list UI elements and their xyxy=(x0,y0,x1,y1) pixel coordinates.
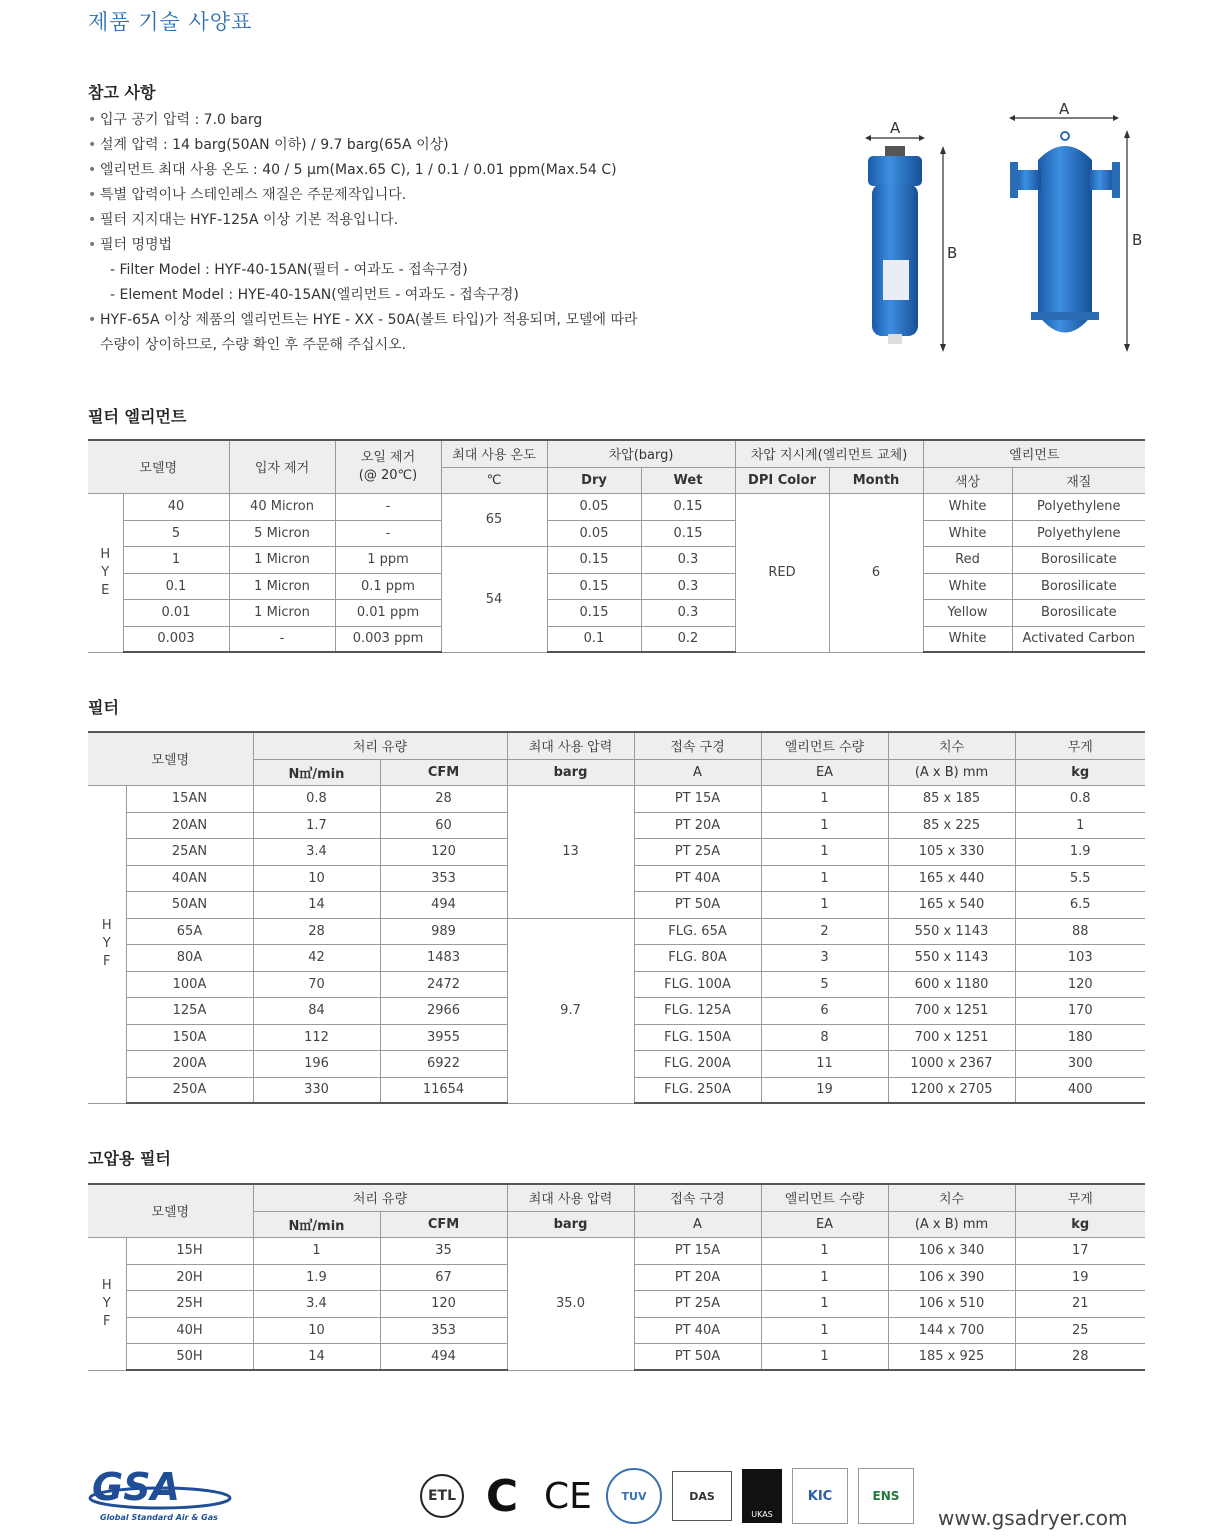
header-color: 색상 xyxy=(923,467,1012,493)
note-sub-item: - Filter Model : HYF-40-15AN(필터 - 여과도 - 접속구경) xyxy=(110,262,468,278)
header-cfm: CFM xyxy=(380,1211,507,1237)
etl-cert-icon: ETL xyxy=(420,1474,464,1518)
table-row xyxy=(88,626,1145,652)
cell: White xyxy=(923,573,1012,599)
cell: PT 40A xyxy=(634,865,761,891)
logo-text: GSA xyxy=(92,1465,180,1509)
cell: 1000 x 2367 xyxy=(888,1050,1015,1077)
note-item: • 필터 명명법 xyxy=(88,237,173,253)
cell: 550 x 1143 xyxy=(888,944,1015,971)
cell: 5 Micron xyxy=(229,520,335,546)
cell: 5.5 xyxy=(1015,865,1145,891)
cell: FLG. 80A xyxy=(634,944,761,971)
group-label: H Y F xyxy=(88,1237,126,1370)
note-sub-item: - Element Model : HYE-40-15AN(엘리먼트 - 여과도 - 접속구경) xyxy=(110,287,519,303)
das-cert-icon: DAS xyxy=(672,1471,732,1521)
header-weight-unit: kg xyxy=(1015,759,1145,785)
cell: 1 Micron xyxy=(229,546,335,573)
cell: 120 xyxy=(380,1290,507,1317)
header-dim-unit: (A x B) mm xyxy=(888,759,1015,785)
cell: 50H xyxy=(126,1343,253,1370)
cell: 1 xyxy=(761,838,888,865)
cell: 85 x 225 xyxy=(888,812,1015,838)
cell: 700 x 1251 xyxy=(888,997,1015,1024)
cell: Polyethylene xyxy=(1012,520,1145,546)
cell: Yellow xyxy=(923,599,1012,626)
cell: 0.15 xyxy=(547,573,641,599)
hp-table-title: 고압용 필터 xyxy=(88,1149,171,1168)
table-row xyxy=(88,1237,1145,1264)
ens-cert-icon: ENS xyxy=(858,1468,914,1524)
header-oil: 오일 제거 (@ 20℃) xyxy=(335,440,441,493)
cell: 10 xyxy=(253,865,380,891)
cell: 3.4 xyxy=(253,838,380,865)
cell: FLG. 200A xyxy=(634,1050,761,1077)
cell: Borosilicate xyxy=(1012,546,1145,573)
note-item: • 필터 지지대는 HYF-125A 이상 기본 적용입니다. xyxy=(88,212,399,228)
header-element: 엘리먼트 xyxy=(923,440,1145,467)
cell: 2 xyxy=(761,918,888,944)
cell: PT 25A xyxy=(634,838,761,865)
cell: 20AN xyxy=(126,812,253,838)
cell: 67 xyxy=(380,1264,507,1290)
cell: 330 xyxy=(253,1077,380,1103)
note-item: • 엘리먼트 최대 사용 온도 : 40 / 5 µm(Max.65 C), 1 / 0.1 / 0.01 ppm(Max.54 C) xyxy=(88,162,617,178)
cell: 60 xyxy=(380,812,507,838)
cell: FLG. 125A xyxy=(634,997,761,1024)
cell: 0.15 xyxy=(641,493,735,520)
cell: 40 Micron xyxy=(229,493,335,520)
cell: 150A xyxy=(126,1024,253,1050)
cell: PT 20A xyxy=(634,812,761,838)
header-barg: barg xyxy=(507,759,634,785)
cell: 28 xyxy=(1015,1343,1145,1370)
cell-pressure: 9.7 xyxy=(507,918,634,1103)
website-url[interactable]: www.gsadryer.com xyxy=(938,1506,1128,1530)
cell: 353 xyxy=(380,1317,507,1343)
c-mark-icon: C xyxy=(485,1470,519,1522)
header-model: 모델명 xyxy=(88,732,253,785)
cell: 11 xyxy=(761,1050,888,1077)
cell: 0.1 ppm xyxy=(335,573,441,599)
cell: 35 xyxy=(380,1237,507,1264)
header-conn-unit: A xyxy=(634,759,761,785)
cell: 550 x 1143 xyxy=(888,918,1015,944)
cell: 0.003 ppm xyxy=(335,626,441,652)
cell: 0.15 xyxy=(547,599,641,626)
cell: Red xyxy=(923,546,1012,573)
header-material: 재질 xyxy=(1012,467,1145,493)
cell: 19 xyxy=(1015,1264,1145,1290)
cell: 0.8 xyxy=(1015,785,1145,812)
header-qty: 엘리먼트 수량 xyxy=(761,732,888,759)
header-conn-unit: A xyxy=(634,1211,761,1237)
cell: 50AN xyxy=(126,891,253,918)
cell: 21 xyxy=(1015,1290,1145,1317)
cell: PT 50A xyxy=(634,1343,761,1370)
cell: 0.05 xyxy=(547,520,641,546)
cell: 170 xyxy=(1015,997,1145,1024)
cell: PT 50A xyxy=(634,891,761,918)
gsa-logo xyxy=(88,1460,238,1530)
cell: 300 xyxy=(1015,1050,1145,1077)
table-row xyxy=(88,599,1145,626)
cell: 0.3 xyxy=(641,573,735,599)
header-weight: 무게 xyxy=(1015,1184,1145,1211)
cell: 144 x 700 xyxy=(888,1317,1015,1343)
header-pressure: 최대 사용 압력 xyxy=(507,732,634,759)
cell: 494 xyxy=(380,891,507,918)
cell: 14 xyxy=(253,1343,380,1370)
cell: 3 xyxy=(761,944,888,971)
cell: 1 xyxy=(761,1343,888,1370)
cell: 40H xyxy=(126,1317,253,1343)
cell: 1.9 xyxy=(253,1264,380,1290)
cell: 100A xyxy=(126,971,253,997)
cell: 6922 xyxy=(380,1050,507,1077)
cell: 1 xyxy=(761,891,888,918)
header-model: 모델명 xyxy=(88,440,229,493)
header-dp: 차압(barg) xyxy=(547,440,735,467)
cell: 11654 xyxy=(380,1077,507,1103)
cell: 1 xyxy=(761,785,888,812)
cell: 20H xyxy=(126,1264,253,1290)
small-filter-illustration xyxy=(865,119,957,352)
cell: 25H xyxy=(126,1290,253,1317)
cell: 120 xyxy=(380,838,507,865)
cell: 106 x 390 xyxy=(888,1264,1015,1290)
cell: PT 15A xyxy=(634,1237,761,1264)
dimension-b-label: B xyxy=(1132,231,1143,249)
cell: 989 xyxy=(380,918,507,944)
cell: 42 xyxy=(253,944,380,971)
group-label: H Y F xyxy=(88,785,126,1103)
header-dim: 치수 xyxy=(888,732,1015,759)
cell: 25 xyxy=(1015,1317,1145,1343)
cell: 106 x 510 xyxy=(888,1290,1015,1317)
page-title: 제품 기술 사양표 xyxy=(88,10,253,34)
header-qty-unit: EA xyxy=(761,759,888,785)
cell-month: 6 xyxy=(829,493,923,652)
cell: 185 x 925 xyxy=(888,1343,1015,1370)
cell: PT 25A xyxy=(634,1290,761,1317)
cell: 2966 xyxy=(380,997,507,1024)
table-row xyxy=(88,785,1145,812)
cell: 17 xyxy=(1015,1237,1145,1264)
cell: 28 xyxy=(380,785,507,812)
cell: Polyethylene xyxy=(1012,493,1145,520)
cell: 0.01 xyxy=(123,599,229,626)
note-item: • HYF-65A 이상 제품의 엘리먼트는 HYE - XX - 50A(볼트 타입)가 적용되며, 모델에 따라 xyxy=(88,312,638,328)
cell: 1 xyxy=(761,1290,888,1317)
filter-table-title: 필터 xyxy=(88,698,119,717)
ukas-cert-icon: UKAS xyxy=(742,1469,782,1523)
cell: 8 xyxy=(761,1024,888,1050)
cell: 0.15 xyxy=(641,520,735,546)
cell-temp: 54 xyxy=(441,546,547,652)
header-pressure: 최대 사용 압력 xyxy=(507,1184,634,1211)
table-row xyxy=(88,918,1145,944)
table-row xyxy=(88,520,1145,546)
header-max-temp: 최대 사용 온도 xyxy=(441,440,547,467)
cell: 1 xyxy=(253,1237,380,1264)
note-item: • 특별 압력이나 스테인레스 재질은 주문제작입니다. xyxy=(88,187,407,203)
header-weight: 무게 xyxy=(1015,732,1145,759)
cell: 10 xyxy=(253,1317,380,1343)
cell-temp: 65 xyxy=(441,493,547,546)
cell: 1 xyxy=(761,1317,888,1343)
cell: 400 xyxy=(1015,1077,1145,1103)
cell: 103 xyxy=(1015,944,1145,971)
cell-pressure: 35.0 xyxy=(507,1237,634,1370)
cell: 1200 x 2705 xyxy=(888,1077,1015,1103)
header-nm: N㎥/min xyxy=(253,759,380,785)
header-conn: 접속 구경 xyxy=(634,732,761,759)
cell: 5 xyxy=(761,971,888,997)
cell: White xyxy=(923,626,1012,652)
note-item: • 설계 압력 : 14 barg(50AN 이하) / 9.7 barg(65A 이상) xyxy=(88,137,449,153)
cell: 125A xyxy=(126,997,253,1024)
element-table-title: 필터 엘리먼트 xyxy=(88,407,187,426)
cell: 353 xyxy=(380,865,507,891)
cell: 80A xyxy=(126,944,253,971)
cell: 40 xyxy=(123,493,229,520)
cell: 1 xyxy=(123,546,229,573)
cell: 105 x 330 xyxy=(888,838,1015,865)
cell: 1 Micron xyxy=(229,573,335,599)
hp-filter-spec-table xyxy=(88,1183,1145,1371)
dimension-b-label: B xyxy=(947,244,958,262)
header-conn: 접속 구경 xyxy=(634,1184,761,1211)
header-dry: Dry xyxy=(547,467,641,493)
cell: White xyxy=(923,520,1012,546)
cell: 70 xyxy=(253,971,380,997)
cell: 0.15 xyxy=(547,546,641,573)
cell: 85 x 185 xyxy=(888,785,1015,812)
cell: 15H xyxy=(126,1237,253,1264)
header-temp-unit: ℃ xyxy=(441,467,547,493)
notes-title: 참고 사항 xyxy=(88,83,156,102)
cell: 165 x 540 xyxy=(888,891,1015,918)
logo-tagline: Global Standard Air & Gas xyxy=(100,1513,218,1522)
cell: 0.2 xyxy=(641,626,735,652)
cell: 5 xyxy=(123,520,229,546)
cell: Borosilicate xyxy=(1012,599,1145,626)
ce-mark-icon: CE xyxy=(544,1475,592,1517)
cell: - xyxy=(335,520,441,546)
cell: 3955 xyxy=(380,1024,507,1050)
cell: 1 Micron xyxy=(229,599,335,626)
cell: 0.003 xyxy=(123,626,229,652)
notes-list xyxy=(88,108,728,358)
cell: 84 xyxy=(253,997,380,1024)
cell: 1483 xyxy=(380,944,507,971)
cell: 250A xyxy=(126,1077,253,1103)
cell: 0.8 xyxy=(253,785,380,812)
cell: 196 xyxy=(253,1050,380,1077)
cell: 65A xyxy=(126,918,253,944)
header-particle: 입자 제거 xyxy=(229,440,335,493)
cell: 1 xyxy=(761,812,888,838)
cell: 6.5 xyxy=(1015,891,1145,918)
cell: 165 x 440 xyxy=(888,865,1015,891)
cell-pressure: 13 xyxy=(507,785,634,918)
cell: FLG. 150A xyxy=(634,1024,761,1050)
cell: 1.9 xyxy=(1015,838,1145,865)
header-nm: N㎥/min xyxy=(253,1211,380,1237)
element-spec-table xyxy=(88,439,1145,653)
cell: 700 x 1251 xyxy=(888,1024,1015,1050)
note-item: • 입구 공기 압력 : 7.0 barg xyxy=(88,112,263,128)
cell: 6 xyxy=(761,997,888,1024)
header-flow: 처리 유량 xyxy=(253,1184,507,1211)
header-qty-unit: EA xyxy=(761,1211,888,1237)
cell: 1 xyxy=(761,1264,888,1290)
kic-cert-icon: KIC xyxy=(792,1468,848,1524)
cell: FLG. 250A xyxy=(634,1077,761,1103)
cell: 0.3 xyxy=(641,599,735,626)
dimension-a-label: A xyxy=(1059,100,1070,118)
cell: 106 x 340 xyxy=(888,1237,1015,1264)
cell: PT 20A xyxy=(634,1264,761,1290)
cell: 19 xyxy=(761,1077,888,1103)
cell: - xyxy=(229,626,335,652)
cell: FLG. 100A xyxy=(634,971,761,997)
header-dim: 치수 xyxy=(888,1184,1015,1211)
cell: 14 xyxy=(253,891,380,918)
header-weight-unit: kg xyxy=(1015,1211,1145,1237)
cell: 180 xyxy=(1015,1024,1145,1050)
cell-dpi-color: RED xyxy=(735,493,829,652)
cell: 1.7 xyxy=(253,812,380,838)
cell: PT 15A xyxy=(634,785,761,812)
cell: 1 xyxy=(1015,812,1145,838)
cell: 0.01 ppm xyxy=(335,599,441,626)
certification-logos xyxy=(420,1468,914,1524)
cell: 112 xyxy=(253,1024,380,1050)
cell: 120 xyxy=(1015,971,1145,997)
cell: 88 xyxy=(1015,918,1145,944)
filter-drawings xyxy=(855,100,1155,360)
cell: 1 xyxy=(761,1237,888,1264)
cell: FLG. 65A xyxy=(634,918,761,944)
header-dpi-color: DPI Color xyxy=(735,467,829,493)
filter-spec-table xyxy=(88,731,1145,1104)
cell: 494 xyxy=(380,1343,507,1370)
cell: 1 ppm xyxy=(335,546,441,573)
header-month: Month xyxy=(829,467,923,493)
group-label: H Y E xyxy=(88,493,123,652)
cell: - xyxy=(335,493,441,520)
table-row xyxy=(88,573,1145,599)
cell: 3.4 xyxy=(253,1290,380,1317)
header-qty: 엘리먼트 수량 xyxy=(761,1184,888,1211)
cell: White xyxy=(923,493,1012,520)
dimension-a-label: A xyxy=(890,119,901,137)
cell: 28 xyxy=(253,918,380,944)
cell: 40AN xyxy=(126,865,253,891)
note-item-continued: 수량이 상이하므로, 수량 확인 후 주문해 주십시오. xyxy=(100,337,407,353)
header-barg: barg xyxy=(507,1211,634,1237)
cell: 0.1 xyxy=(547,626,641,652)
cell: PT 40A xyxy=(634,1317,761,1343)
header-dpi: 차압 지시계(엘리먼트 교체) xyxy=(735,440,923,467)
cell: 200A xyxy=(126,1050,253,1077)
cell: 0.1 xyxy=(123,573,229,599)
header-flow: 처리 유량 xyxy=(253,732,507,759)
header-dim-unit: (A x B) mm xyxy=(888,1211,1015,1237)
cell: Borosilicate xyxy=(1012,573,1145,599)
large-filter-illustration xyxy=(1009,100,1142,352)
cell: Activated Carbon xyxy=(1012,626,1145,652)
table-row xyxy=(88,546,1145,573)
header-cfm: CFM xyxy=(380,759,507,785)
cell: 15AN xyxy=(126,785,253,812)
header-model: 모델명 xyxy=(88,1184,253,1237)
header-wet: Wet xyxy=(641,467,735,493)
cell: 2472 xyxy=(380,971,507,997)
table-row xyxy=(88,493,1145,520)
cell: 600 x 1180 xyxy=(888,971,1015,997)
tuv-cert-icon: TUV xyxy=(606,1468,662,1524)
cell: 1 xyxy=(761,865,888,891)
cell: 0.05 xyxy=(547,493,641,520)
cell: 0.3 xyxy=(641,546,735,573)
cell: 25AN xyxy=(126,838,253,865)
